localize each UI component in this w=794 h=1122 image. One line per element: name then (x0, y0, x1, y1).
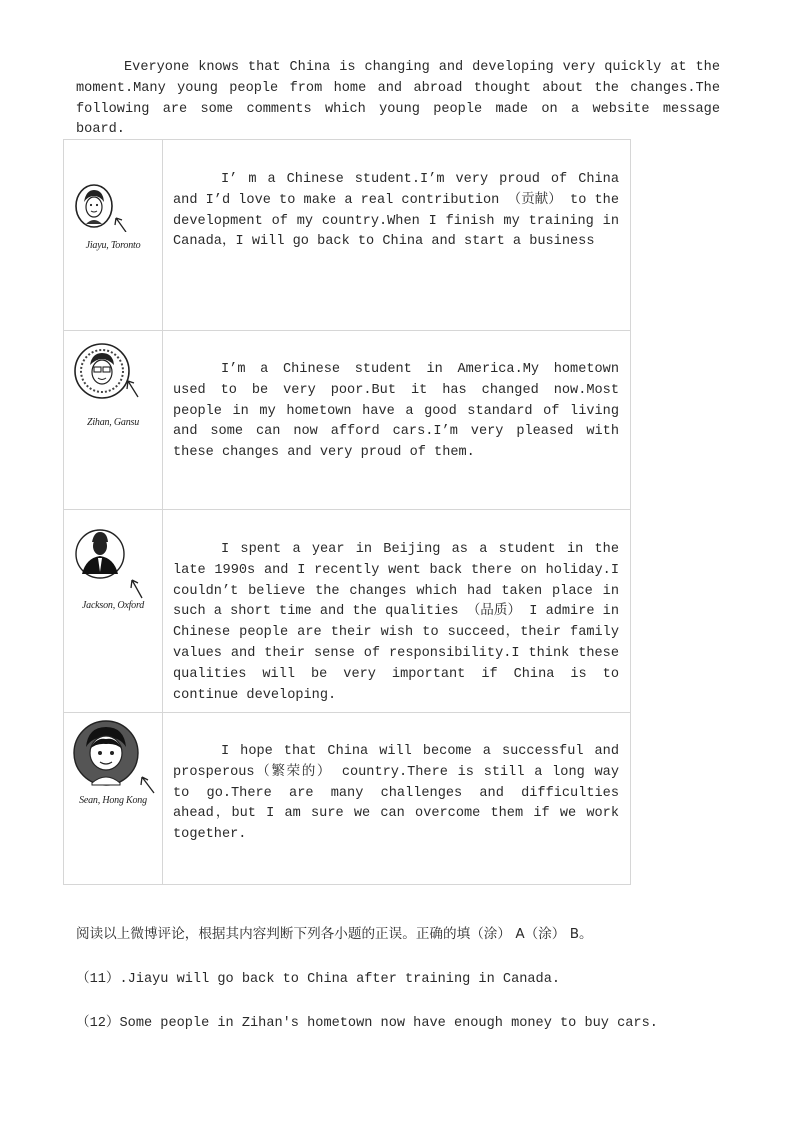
comment-body: I spent a year in Beijing as a student in the late 1990s and I recently went back there on holiday.I couldn’t believe the changes which had taken place in such a short time and the qualities （品质） I admire in Chinese people are their wish to succeed，their family values and their sense of responsibility.I think these qualities will be very important if China is to continue developing. (173, 542, 619, 703)
intro-paragraph (76, 58, 720, 141)
intro-text: Everyone knows that China is changing and developing very quickly at the moment.Many young people from home and abroad thought about the changes.The following are some comments which young people made on a website message board. (76, 60, 720, 138)
comment-body: I’m a Chinese student in America.My hometown used to be very poor.But it has changed now.Most people in my hometown have a good standard of living and some can now afford cars.I’m very pleased with these changes and very proud of them. (173, 362, 619, 461)
comment-row-jackson (64, 510, 631, 713)
commenter-name: Jiayu, Toronto (85, 240, 141, 251)
question-11: （11）.Jiayu will go back to China after training in Canada. (76, 972, 561, 987)
commenter-name: Sean, Hong Kong (79, 795, 147, 806)
avatar-cell (64, 140, 163, 331)
comment-row-sean (64, 713, 631, 885)
comment-text (163, 742, 630, 846)
avatar-jackson-icon (72, 522, 154, 604)
avatar-cell (64, 331, 163, 510)
comment-text (163, 360, 630, 464)
comment-row-zihan (64, 331, 631, 510)
commenter-name: Jackson, Oxford (81, 600, 145, 611)
question-12: （12）Some people in Zihan's hometown now have enough money to buy cars. (76, 1016, 658, 1031)
avatar-cell (64, 713, 163, 885)
comment-text-cell (163, 331, 631, 510)
question-instruction: 阅读以上微博评论，根据其内容判断下列各小题的正误。正确的填（涂） A（涂） B。 (76, 926, 593, 942)
commenter-name: Zihan, Gansu (86, 417, 140, 428)
comment-text (163, 540, 630, 706)
comment-body: I’ m a Chinese student.I’m very proud of China and I’d love to make a real contribution （贡献） to the development of my country.When I finish my training in Canada，I will go back to China and start a business (173, 172, 619, 250)
comment-text (163, 170, 630, 253)
avatar-jiayu-icon (72, 180, 144, 232)
avatar-zihan-icon (72, 341, 154, 403)
comment-text-cell (163, 140, 631, 331)
comment-text-cell (163, 510, 631, 713)
comment-row-jiayu (64, 140, 631, 331)
comment-text-cell (163, 713, 631, 885)
comments-table (63, 139, 631, 885)
comment-body: I hope that China will become a successful and prosperous（繁荣的） country.There is still a long way to go.There are many challenges and difficulties ahead，but I am sure we can overcome them if we work together. (173, 744, 619, 843)
avatar-sean-icon (72, 719, 160, 795)
avatar-cell (64, 510, 163, 713)
